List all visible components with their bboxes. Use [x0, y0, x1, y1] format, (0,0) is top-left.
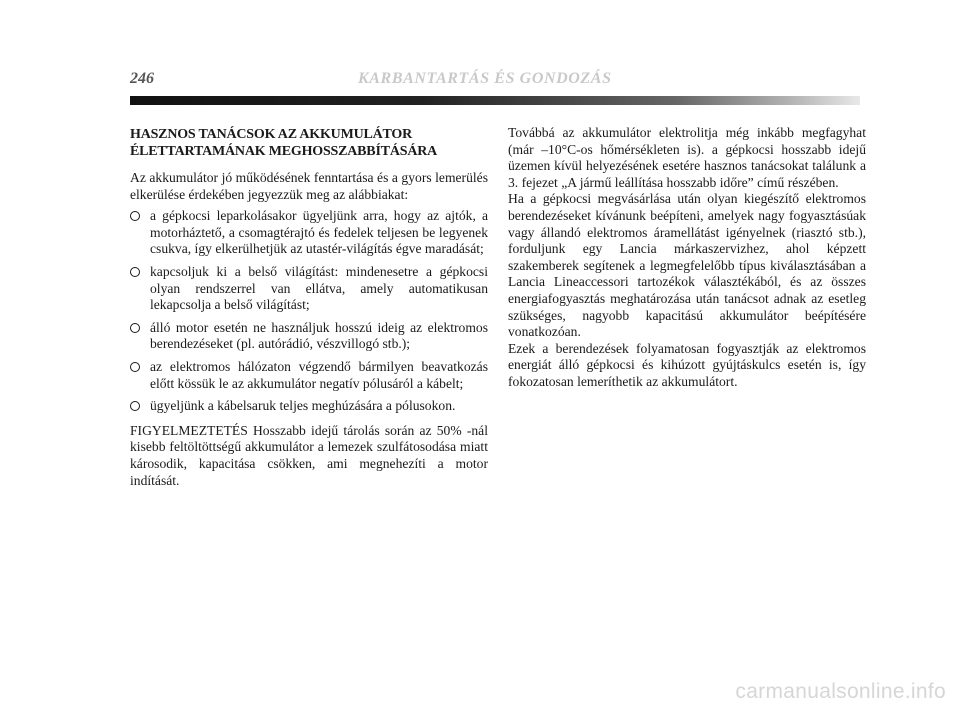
circle-bullet-icon [130, 401, 140, 411]
right-paragraph-2: Ha a gépkocsi megvásárlása után olyan kiegészítő elektromos berendezéseket kívánunk beépíteni, amelyek nagy fogyasztásúak vagy állandó elektromos áramellátást igényelnek (riasztó stb.), forduljunk egy Lancia márkaszervizhez, ahol képzett szakemberek segítenek a legmegfelelőbb típus kiválasztásában a Lancia Lineaccessori tartozékok választékából, és az összes energiafogyasztás meghatározása után tanácsot adnak az esetleg szükséges, nagyobb kapacitású akkumulátor beépítésére vonatkozóan. [508, 191, 866, 340]
left-column [130, 126, 488, 489]
list-item [130, 359, 488, 392]
tips-list [130, 208, 488, 415]
section-title-line1: HASZNOS TANÁCSOK AZ AKKUMULÁTOR [130, 127, 413, 142]
warning-paragraph: FIGYELMEZTETÉS Hosszabb idejű tárolás során az 50% -nál kisebb feltöltöttségű akkumulátor a lemezek szulfátosodása miatt károsodik, kapacitása csökken, ami megnehezíti a motor indítását. [130, 422, 488, 488]
list-item-text: a gépkocsi leparkolásakor ügyeljünk arra, hogy az ajtók, a motorháztető, a csomagtérajtó és fedelek teljesen be legyenek csukva, így elkerülhetjük az utastér-világítás égve maradását; [150, 208, 488, 257]
right-paragraph-3: Ezek a berendezések folyamatosan fogyasztják az elektromos energiát álló gépkocsi és kihúzott gyújtáskulcs esetén is, így fokozatosan lemeríthetik az akkumulátort. [508, 340, 866, 389]
list-item-text: kapcsoljuk ki a belső világítást: mindenesetre a gépkocsi olyan rendszerrel van ellátva, amely automatikusan lekapcsolja a belső világítást; [150, 263, 488, 313]
watermark-link[interactable]: carmanualsonline.info [735, 680, 946, 703]
section-title [130, 126, 488, 160]
section-title-line2: ÉLETTARTAMÁNAK MEGHOSSZABBÍTÁSÁRA [130, 144, 438, 159]
header-rule [130, 96, 860, 105]
circle-bullet-icon [130, 362, 140, 372]
list-item [130, 398, 488, 415]
list-item-text: álló motor esetén ne használjuk hosszú ideig az elektromos berendezéseket (pl. autórádió, vészvillogó stb.); [150, 319, 488, 352]
running-title: KARBANTARTÁS ÉS GONDOZÁS [358, 70, 612, 87]
list-item [130, 320, 488, 353]
right-paragraph-1: Továbbá az akkumulátor elektrolitja még inkább megfagyhat (már –10°C-os hőmérsékleten is). a gépkocsi hosszabb idejű üzemen kívül helyezésének esetére hasznos tanácsokat találunk a 3. fejezet „A jármű leállítása hosszabb időre” című részében. [508, 125, 866, 190]
circle-bullet-icon [130, 323, 140, 333]
list-item-text: ügyeljünk a kábelsaruk teljes meghúzására a pólusokon. [150, 398, 456, 414]
circle-bullet-icon [130, 267, 140, 277]
list-item [130, 264, 488, 314]
circle-bullet-icon [130, 211, 140, 221]
list-item-text: az elektromos hálózaton végzendő bármilyen beavatkozás előtt kössük le az akkumulátor negatív pólusáról a kábelt; [150, 358, 488, 391]
list-item [130, 208, 488, 258]
right-column [508, 125, 866, 391]
intro-paragraph: Az akkumulátor jó működésének fenntartása és a gyors lemerülés elkerülése érdekében jegyezzük meg az alábbiakat: [130, 170, 488, 202]
page-number: 246 [130, 70, 154, 87]
